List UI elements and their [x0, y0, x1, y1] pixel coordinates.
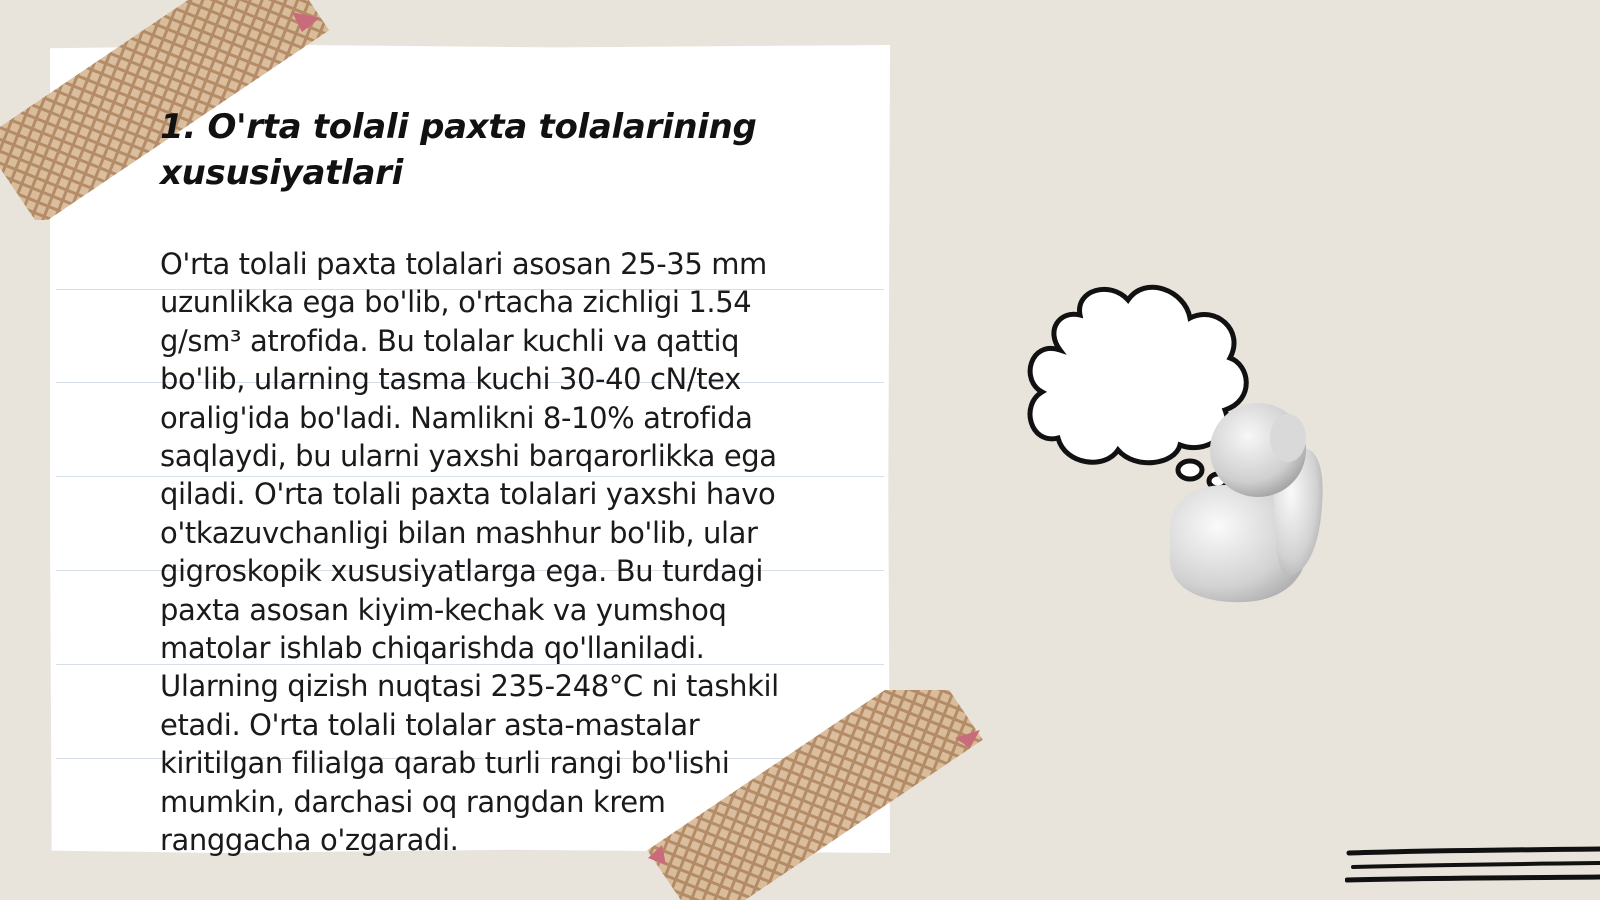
slide-body-text: O'rta tolali paxta tolalari asosan 25-35 mm uzunlikka ega bo'lib, o'rtacha zichligi 1.54 g/sm³ atrofida. Bu tolalar kuchli va qattiq bo'lib, ularning tasma kuchi 30-40 cN/tex oralig'ida bo'ladi. Namlikni 8-10% atrofida saqlaydi, bu ularni yaxshi barqarorlikka ega qiladi. O'rta tolali paxta tolalari yaxshi havo o'tkazuvchanligi bilan mashhur bo'lib, ular gigroskopik xususiyatlarga ega. Bu turdagi paxta asosan kiyim-kechak va yumshoq matolar ishlab chiqarishda qo'llaniladi. Ularning qizish nuqtasi 235-248°C ni tashkil etadi. O'rta tolali tolalar asta-mastalar kiritilgan filialga qarab turli rangi bo'lishi mumkin, darchasi oq rangdan krem ranggacha o'zgaradi. — [160, 247, 779, 858]
slide-title: 1. O'rta tolali paxta tolalarining xususiyatlari — [160, 107, 757, 193]
brush-lines-icon — [1345, 845, 1600, 895]
thinking-person-icon — [1020, 270, 1380, 620]
